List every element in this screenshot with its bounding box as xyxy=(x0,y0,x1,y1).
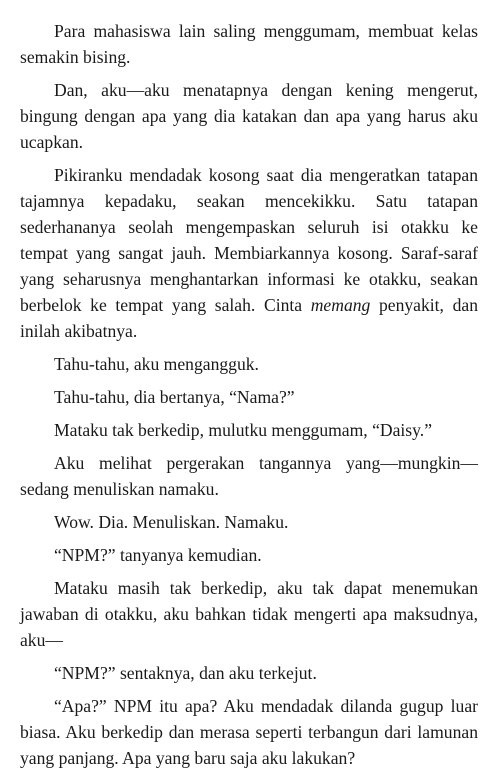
paragraph-3 xyxy=(20,162,478,344)
paragraph-1: Para mahasiswa lain saling menggumam, membuat kelas semakin bising. xyxy=(20,21,478,67)
emphasis-memang: memang xyxy=(310,295,371,315)
paragraph-8: Wow. Dia. Menuliskan. Namaku. xyxy=(54,512,289,532)
book-page xyxy=(20,18,478,778)
paragraph-7: Aku melihat pergerakan tangannya yang—mungkin—sedang menuliskan namaku. xyxy=(20,453,478,499)
paragraph-10: Mataku masih tak berkedip, aku tak dapat menemukan jawaban di otakku, aku bahkan tidak mengerti apa maksudnya, aku— xyxy=(20,578,478,650)
paragraph-5: Tahu-tahu, dia bertanya, “Nama?” xyxy=(54,387,295,407)
paragraph-6: Mataku tak berkedip, mulutku menggumam, “Daisy.” xyxy=(54,420,433,440)
paragraph-3-tail-after: penyakit, dan inilah akibatnya. xyxy=(20,295,478,341)
paragraph-12: “Apa?” NPM itu apa? Aku mendadak dilanda gugup luar biasa. Aku berkedip dan merasa seperti terbangun dari lamunan yang panjang. Apa yang baru saja aku lakukan? xyxy=(20,696,478,768)
paragraph-3-body: Pikiranku mendadak kosong saat dia mengeratkan tatapan tajamnya kepadaku, seakan mencekikku. Satu tatapan sederhananya seolah mengempaskan seluruh isi otakku ke tempat yang sangat jauh. Membiarkannya kosong. Saraf-saraf yang seharusnya menghantarkan informasi ke otakku, seakan berbelok ke tempat yang salah. xyxy=(20,165,478,315)
paragraph-9: “NPM?” tanyanya kemudian. xyxy=(54,545,262,565)
paragraph-3-tail-before: Cinta xyxy=(263,295,311,315)
paragraph-4: Tahu-tahu, aku mengangguk. xyxy=(54,354,259,374)
paragraph-11: “NPM?” sentaknya, dan aku terkejut. xyxy=(54,663,317,683)
paragraph-2: Dan, aku—aku menatapnya dengan kening mengerut, bingung dengan apa yang dia katakan dan apa yang harus aku ucapkan. xyxy=(20,80,478,152)
